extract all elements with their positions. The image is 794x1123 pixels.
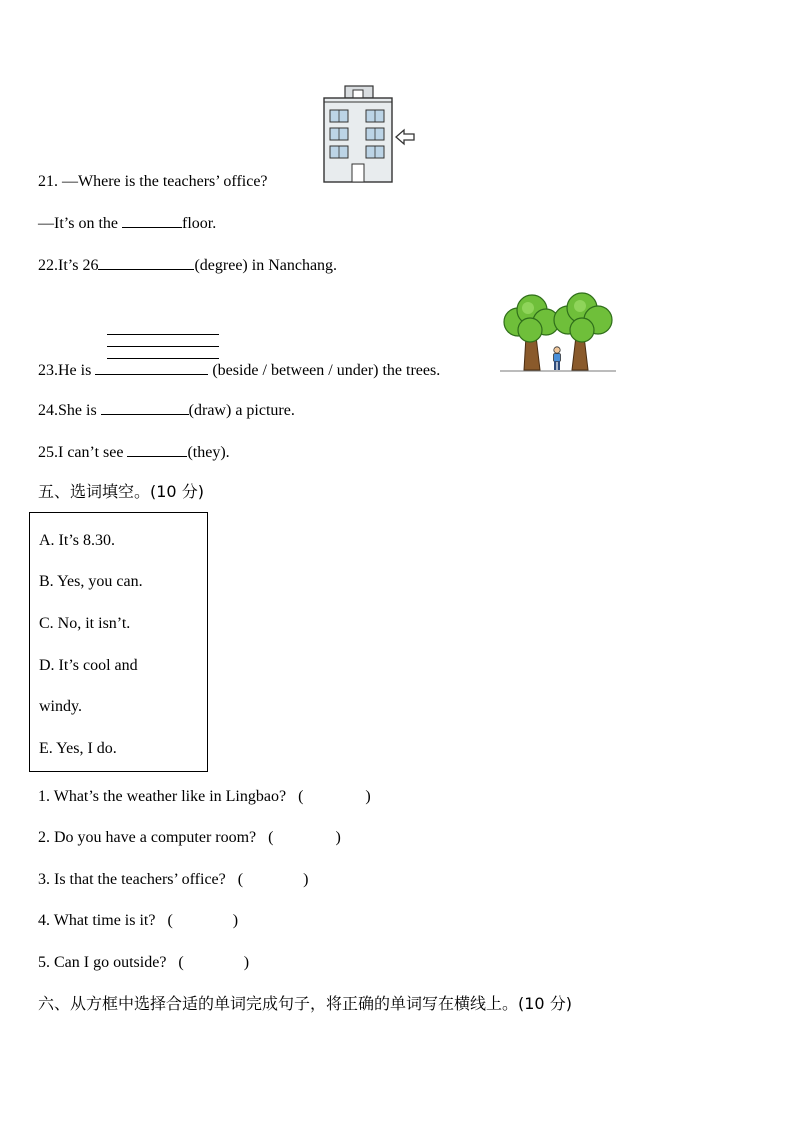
part-5-question-2 <box>38 828 341 848</box>
question-25-blank[interactable] <box>127 442 187 457</box>
answer-paren-open-3: ( <box>237 871 244 888</box>
answer-paren-close-2: ) <box>335 829 341 846</box>
answer-paren-close-3: ) <box>303 871 309 888</box>
question-21-answer-prefix: —It’s on the <box>38 215 122 232</box>
question-21-number: 21 <box>38 173 54 190</box>
part-5-question-3 <box>38 870 308 890</box>
question-24-suffix: (draw) a picture. <box>188 402 295 419</box>
question-21-text: . —Where is the teachers’ office? <box>54 173 268 190</box>
question-23-prefix: 23.He is <box>38 362 96 379</box>
question-21-answer <box>38 213 216 234</box>
part-5-question-3-text: 3. Is that the teachers’ office? <box>38 871 226 888</box>
question-25-prefix: 25.I can’t see <box>38 444 128 461</box>
option-c: C. No, it isn’t. <box>39 615 131 632</box>
question-23-line-2[interactable] <box>107 346 219 347</box>
part-6-heading: 六、从方框中选择合适的单词完成句子，将正确的单词写在横线上。(10 分) <box>38 994 572 1013</box>
answer-paren-open-5: ( <box>178 954 184 971</box>
question-23-blank[interactable] <box>95 360 208 375</box>
part-5-question-5-text: 5. Can I go outside? <box>38 954 167 971</box>
part-5-question-1 <box>38 787 371 807</box>
answer-paren-open-2: ( <box>268 829 274 846</box>
part-5-question-1-text: 1. What’s the weather like in Lingbao? <box>38 788 287 805</box>
question-24 <box>38 400 295 421</box>
question-25 <box>38 442 230 463</box>
answer-paren-close-4: ) <box>232 912 239 929</box>
question-23-suffix: (beside / between / under) the trees. <box>208 362 441 379</box>
question-22-prefix: 22.It’s 26 <box>38 257 99 274</box>
part-5-question-4-text: 4. What time is it? <box>38 912 156 929</box>
question-23-line-1[interactable] <box>107 334 219 335</box>
answer-paren-open-1: ( <box>298 788 304 805</box>
question-21-answer-suffix: floor. <box>182 215 217 232</box>
boy-icon <box>551 346 563 372</box>
option-a: A. It’s 8.30. <box>39 532 115 549</box>
answer-paren-close-5: ) <box>243 954 250 971</box>
arrow-left-icon <box>394 128 416 146</box>
question-23 <box>38 360 440 381</box>
question-24-prefix: 24.She is <box>38 402 101 419</box>
answer-paren-open-4: ( <box>167 912 173 929</box>
question-25-suffix: (they). <box>187 444 230 461</box>
question-22-suffix: (degree) in Nanchang. <box>194 257 338 274</box>
question-24-blank[interactable] <box>101 400 189 415</box>
question-22 <box>38 255 337 276</box>
question-21-blank[interactable] <box>122 213 182 228</box>
question-23-line-3[interactable] <box>107 358 219 359</box>
part-5-question-4 <box>38 911 238 931</box>
option-e: E. Yes, I do. <box>39 740 117 757</box>
options-box <box>29 512 208 772</box>
part-5-question-5 <box>38 953 249 973</box>
question-22-blank[interactable] <box>98 255 194 270</box>
option-b: B. Yes, you can. <box>39 573 143 590</box>
question-21 <box>38 172 268 192</box>
part-5-heading: 五、选词填空。(10 分) <box>38 482 204 501</box>
option-d-continued: windy. <box>39 698 82 715</box>
answer-paren-close-1: ) <box>365 788 371 805</box>
option-d: D. It’s cool and <box>39 657 138 674</box>
part-5-question-2-text: 2. Do you have a computer room? <box>38 829 257 846</box>
